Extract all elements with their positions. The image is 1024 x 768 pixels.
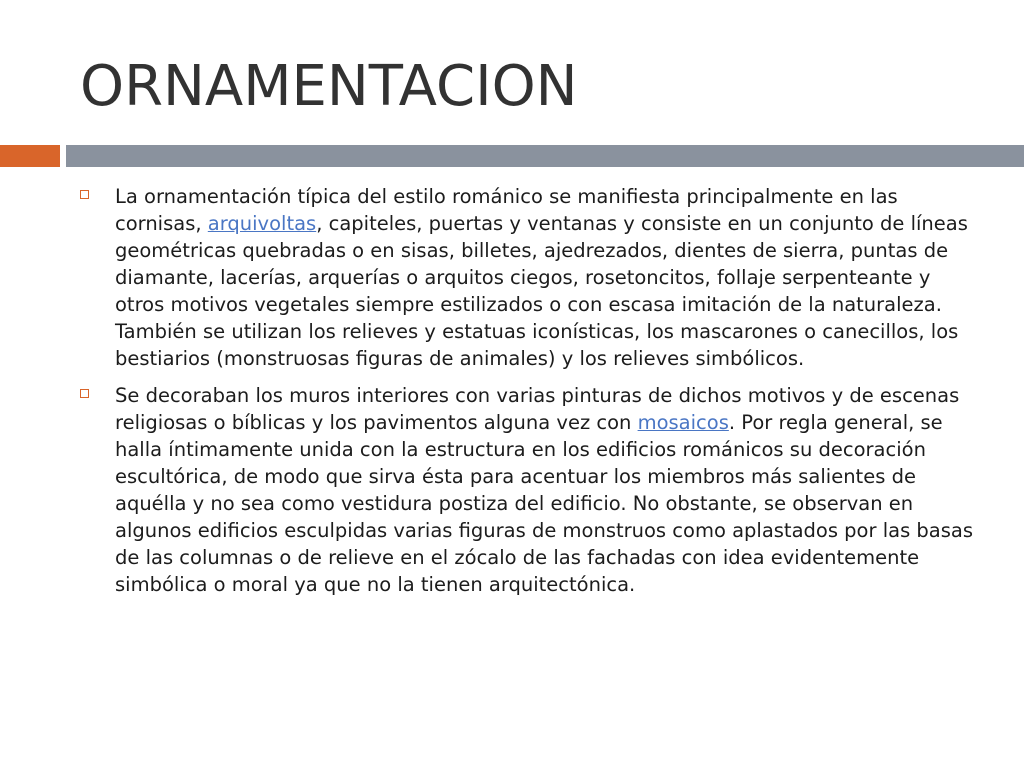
accent-bar-orange (0, 145, 60, 167)
bullet-text-after-link: . Por regla general, se halla íntimamente unida con la estructura en los edificios románicos su decoración escultórica, de modo que sirva ésta para acentuar los miembros más salientes de aquélla y no sea como vestidura postiza del edificio. No obstante, se observan en algunos edificios esculpidas varias figuras de monstruos como aplastados por las basas de las columnas o de relieve en el zócalo de las fachadas con idea evidentemente simbólica o moral ya que no la tienen arquitectónica. (115, 411, 974, 596)
bullet-item-ornamentacion (78, 183, 978, 372)
bullet-item-decoracion (78, 382, 978, 598)
accent-bar-gray (66, 145, 1024, 167)
link-mosaicos[interactable]: mosaicos (637, 411, 729, 434)
slide-title: ORNAMENTACION (80, 54, 578, 119)
link-arquivoltas[interactable]: arquivoltas (207, 212, 317, 235)
bullet-text-before-link: La ornamentación típica del estilo románico se manifiesta principalmente en las cornisas, (115, 185, 898, 235)
bullet-list (78, 183, 978, 608)
bullet-text-before-link: Se decoraban los muros interiores con varias pinturas de dichos motivos y de escenas religiosas o bíblicas y los pavimentos alguna vez con (115, 384, 960, 434)
square-bullet-icon (80, 190, 89, 199)
square-bullet-icon (80, 389, 89, 398)
bullet-text-after-link: , capiteles, puertas y ventanas y consiste en un conjunto de líneas geométricas quebradas o en sisas, billetes, ajedrezados, dientes de sierra, puntas de diamante, lacerías, arquerías o arquitos ciegos, rosetoncitos, follaje serpenteante y otros motivos vegetales siempre estilizados o con escasa imitación de la naturaleza. También se utilizan los relieves y estatuas iconísticas, los mascarones o canecillos, los bestiarios (monstruosas figuras de animales) y los relieves simbólicos. (115, 212, 968, 370)
